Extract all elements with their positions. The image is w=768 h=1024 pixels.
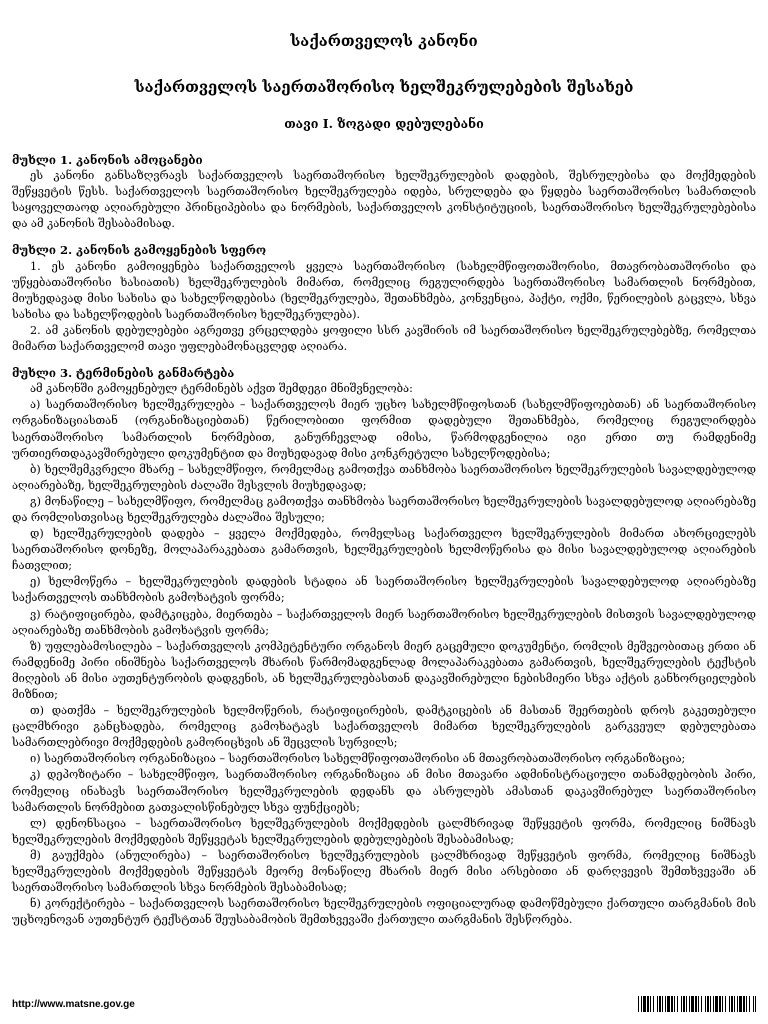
article-1	[12, 152, 756, 232]
definition-item: ი) საერთაშორისო ორგანიზაცია – საერთაშორისო სახელმწიფოთაშორისი ან მთავრობათაშორისო ორგანიზაცია;	[30, 752, 686, 766]
definition-item: ბ) ხელშემკვრელი მხარე – სახელმწიფო, რომელმაც გამოთქვა თანხმობა საერთაშორისო ხელშეკრულების სავალდებულოდ აღიარებაზე, ხელშეკრულების ძალაში შესვლის მიუხედავად;	[12, 462, 756, 492]
definition-item: ზ) უფლებამოსილება – საქართველოს კომპეტენტური ორგანოს მიერ გაცემული დოკუმენტი, რომლის მეშვეობითაც ერთი ან რამდენიმე პირი ინიშნება საქართველოს მხარის წარმომადგენლად მოლაპარაკებათა გამართვის, ხელშეკრულების ტექსტის მიღების ან მისი აუთენტურობის დადგენის, ან ხელშეკრულებასთან დაკავშირებული ნებისმიერი სხვა აქტის განხორციელების მიზნით;	[12, 639, 756, 701]
article-title: მუხლი 2. კანონის გამოყენების სფერო	[12, 243, 267, 258]
definition-item: დ) ხელშეკრულების დადება – ყველა მოქმედება, რომელსაც საქართველო ხელშეკრულების მიმართ ახორციელებს საერთაშორისო დონეზე, მოლაპარაკებათა გამართვის, ხელშეკრულების ხელმოწერისა და მისი სავალდებულოდ აღიარების ჩათვლით;	[12, 527, 756, 573]
definition-item: მ) გაუქმება (ანულირება) – საერთაშორისო ხელშეკრულების ცალმხრივად შეწყვეტის ფორმა, რომელიც ნიშნავს ხელშეკრულების მოქმედების შეწყვეტას მეორე მონაწილე მხარის მიერ მისი არსებითი ან დარღვევის შემთხვევაში ან საერთაშორისო სამართლის სხვა ნორმების შესაბამისად;	[12, 848, 756, 895]
footer-url: http://www.matsne.gov.ge	[12, 999, 135, 1010]
definition-item: ე) ხელმოწერა – ხელშეკრულების დადების სტადია ან საერთაშორისო ხელშეკრულების სავალდებულოდ აღიარებაზე საქართველოს თანხმობის გამოხატვის ფორმა;	[12, 575, 756, 605]
law-title: საქართველოს კანონი	[290, 32, 478, 50]
article-title: მუხლი 1. კანონის ამოცანები	[12, 153, 203, 167]
definition-item: ვ) რატიფიცირება, დამტკიცება, მიერთება – საქართველოს მიერ საერთაშორისო ხელშეკრულების მისთვის სავალდებულოდ აღიარებაზე თანხმობის გამოხატვის ფორმა;	[12, 607, 756, 637]
article-paragraph: 2. ამ კანონის დებულებები აგრეთვე ვრცელდება ყოფილი სსრ კავშირის იმ საერთაშორისო ხელშეკრულებებზე, რომელთა მიმართ საქართველომ თავი უფლებამონაცვლედ აღიარა.	[12, 323, 756, 354]
article-paragraph: 1. ეს კანონი გამოიყენება საქართველოს ყველა საერთაშორისო (სახელმწიფოთაშორისი, მთავრობათაშორისი და უწყებათაშორისი ხასიათის) ხელშეკრულების მიმართ, რომელიც რეგულირდება საერთაშორისო სამართლის ნორმებით, მიუხედავად მისი სახისა და სახელწოდებისა (ხელშეკრულება, შეთანხმება, კონვენცია, პაქტი, ოქმი, წერილების გაცვლა, სხვა სახისა და სახელწოდების საერთაშორისო ხელშეკრულება).	[12, 259, 756, 321]
definition-item: კ) დეპოზიტარი – სახელმწიფო, საერთაშორისო ორგანიზაცია ან მისი მთავარი ადმინისტრაციული თანამდებობის პირი, რომელიც ინახავს საერთაშორისო ხელშეკრულების დედანს და ასრულებს ამასთან დაკავშირებულ საერთაშორისო სამართლის ნორმებით გათვალისწინებულ სხვა ფუნქციებს;	[12, 768, 756, 814]
definition-item: ნ) კორექტირება – საქართველოს საერთაშორისო ხელშეკრულების ოფიციალურად დამოწმებული ქართული თარგმანის მის უცხოენოვან აუთენტურ ტექსტთან შეუსაბამობის შემთხვევაში ქართული თარგმანის შესწორება.	[12, 897, 756, 927]
barcode-image	[638, 996, 756, 1012]
article-paragraph: ეს კანონი განსაზღვრავს საქართველოს საერთაშორისო ხელშეკრულების დადების, შესრულებისა და მოქმედების შეწყვეტის წესს. საქართველოს საერთაშორისო ხელშეკრულება იდება, სრულდება და წყდება საერთაშორისო სამართლის საყოველთაოდ აღიარებული პრინციპებისა და ნორმების, საქართველოს კონსტიტუციის, საერთაშორისო ხელშეკრულებებისა და ამ კანონის შესაბამისად.	[12, 169, 756, 231]
article-intro: ამ კანონში გამოყენებულ ტერმინებს აქვთ შემდეგი მნიშვნელობა:	[30, 382, 413, 396]
definition-item: თ) დათქმა – ხელშეკრულების ხელმოწერის, რატიფიცირების, დამტკიცების ან მასთან შეერთების დროს გაკეთებული ცალმხრივი განცხადება, რომელიც გამოხატავს საქართველოს მიმართ ხელშეკრულების გარკვეულ დებულებათა სამართლებრივი მოქმედების გამორიცხვის ან შეცვლის სურვილს;	[12, 704, 756, 750]
document-body	[12, 152, 756, 938]
definition-item: ლ) დენონსაცია – საერთაშორისო ხელშეკრულების მოქმედების ცალმხრივად შეწყვეტის ფორმა, რომელიც ნიშნავს ხელშეკრულების მოქმედების შეწყვეტას ხელშეკრულების დებულებების შესაბამისად;	[12, 816, 756, 846]
definition-item: გ) მონაწილე – სახელმწიფო, რომელმაც გამოთქვა თანხმობა საერთაშორისო ხელშეკრულების სავალდებულოდ აღიარებაზე და რომლისთვისაც ხელშეკრულება ძალაშია შესული;	[12, 494, 756, 524]
article-title: მუხლი 3. ტერმინების განმარტება	[12, 366, 235, 381]
chapter-title: თავი I. ზოგადი დებულებანი	[284, 116, 484, 131]
definition-item: ა) საერთაშორისო ხელშეკრულება – საქართველოს მიერ უცხო სახელმწიფოსთან (სახელმწიფოებთან) ან საერთაშორისო ორგანიზაციასთან (ორგანიზაციებთან) წერილობითი ფორმით დადებული შეთანხმება, რომელიც რეგულირდება საერთაშორისო სამართლის ნორმებით, განურჩევლად იმისა, წარმოდგენილია იგი ერთი თუ რამდენიმე ურთიერთდაკავშირებული დოკუმენტით და მიუხედავად მისი კონკრეტული სახელწოდებისა;	[12, 398, 756, 460]
law-subject: საქართველოს საერთაშორისო ხელშეკრულებების შესახებ	[134, 78, 634, 96]
article-2	[12, 242, 756, 355]
article-3	[12, 365, 756, 928]
